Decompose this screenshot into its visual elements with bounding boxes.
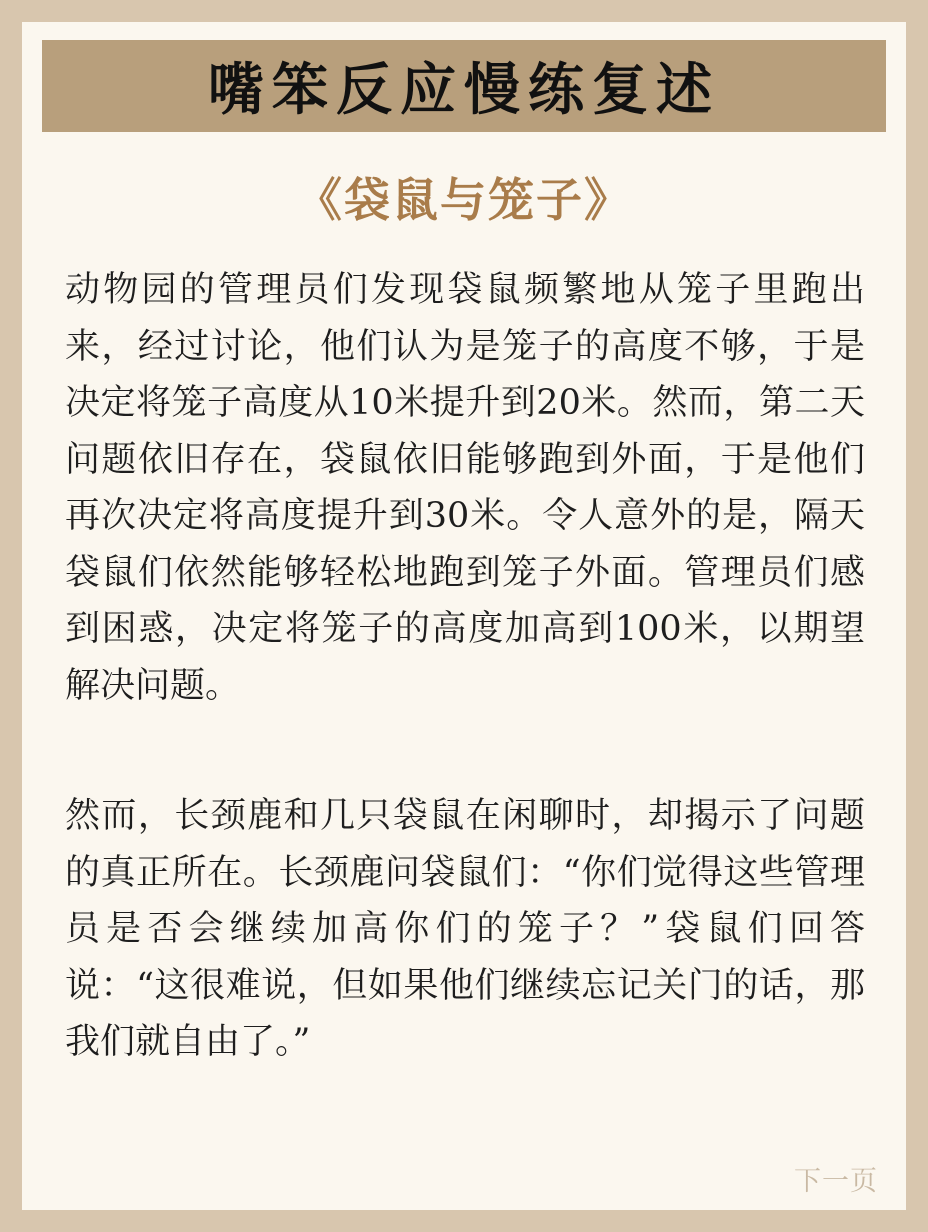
paragraph-2: 然而，长颈鹿和几只袋鼠在闲聊时，却揭示了问题的真正所在。长颈鹿问袋鼠们：“你们觉得这些管理员是否会继续加高你们的笼子？”袋鼠们回答说：“这很难说，但如果他们继续忘记关门的话，那我们就自由了。” (65, 796, 865, 1062)
page-title: 嘴笨反应慢练复述 (208, 58, 720, 123)
article-title: 《袋鼠与笼子》 (296, 173, 632, 227)
paragraph-1: 动物园的管理员们发现袋鼠频繁地从笼子里跑出来，经过讨论，他们认为是笼子的高度不够，于是决定将笼子高度从10米提升到20米。然而，第二天问题依旧存在，袋鼠依旧能够跑到外面，于是他们再次决定将高度提升到30米。令人意外的是，隔天袋鼠们依然能够轻松地跑到笼子外面。管理员们感到困惑，决定将笼子的高度加高到100米，以期望解决问题。 (65, 270, 865, 706)
next-page-link[interactable]: 下一页 (794, 1166, 878, 1197)
title-banner (42, 40, 886, 132)
content-card (22, 22, 906, 1210)
